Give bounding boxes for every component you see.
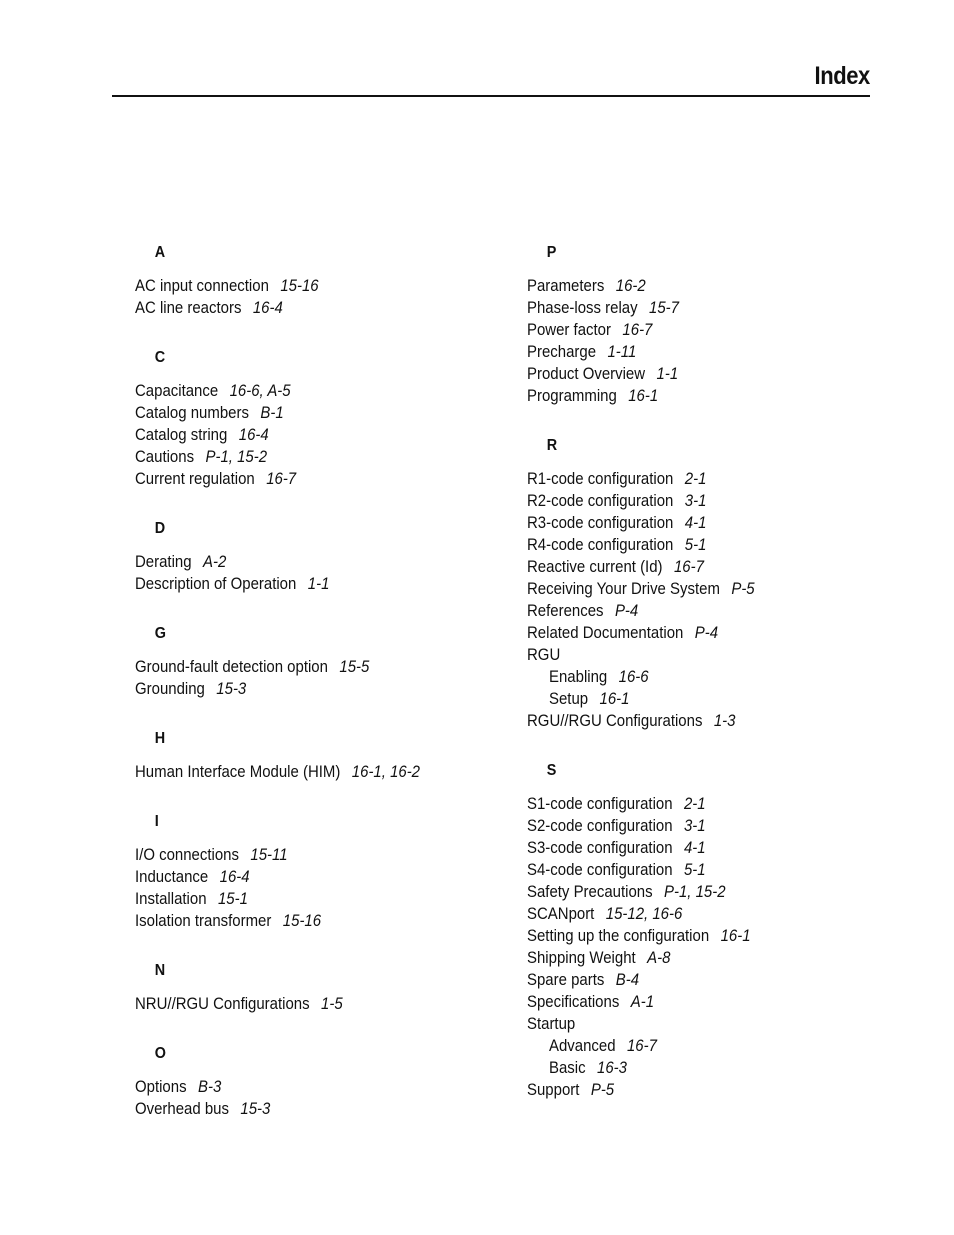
entry-term: Product Overview (527, 364, 646, 383)
index-entry (527, 275, 861, 297)
index-entry (527, 710, 861, 732)
index-section-d (135, 518, 515, 595)
entry-page-refs[interactable]: 15-5 (339, 657, 370, 676)
entry-page-refs[interactable]: 16-6, A-5 (229, 381, 291, 400)
index-entry (135, 297, 469, 319)
entry-page-refs[interactable]: P-5 (731, 579, 755, 598)
section-letter: H (154, 730, 166, 747)
entry-term: Overhead bus (135, 1099, 229, 1118)
entry-term: Ground-fault detection option (135, 657, 328, 676)
index-entry (527, 363, 861, 385)
entry-term: Startup (527, 1014, 576, 1033)
index-entry (135, 866, 469, 888)
entry-page-refs[interactable]: 4-1 (683, 838, 706, 857)
entry-page-refs[interactable]: A-1 (630, 992, 655, 1011)
entry-term: RGU//RGU Configurations (527, 711, 703, 730)
entry-page-refs[interactable]: 16-4 (252, 298, 283, 317)
entry-page-refs[interactable]: 4-1 (684, 513, 707, 532)
index-section-h (135, 728, 515, 783)
index-entry (527, 815, 861, 837)
entry-page-refs[interactable]: 15-1 (217, 889, 248, 908)
entry-term: AC input connection (135, 276, 269, 295)
entry-page-refs[interactable]: B-1 (260, 403, 284, 422)
index-section-g (135, 623, 515, 700)
index-entry (135, 678, 469, 700)
index-entry (135, 910, 469, 932)
entry-page-refs[interactable]: 16-1 (628, 386, 659, 405)
index-entry (527, 644, 861, 666)
entry-term: Derating (135, 552, 192, 571)
entry-term: Related Documentation (527, 623, 684, 642)
index-entry (135, 424, 469, 446)
entry-term: AC line reactors (135, 298, 242, 317)
index-entry (527, 385, 861, 407)
index-entry (527, 490, 861, 512)
index-entry (527, 969, 861, 991)
entry-term: S1-code configuration (527, 794, 673, 813)
entry-term: Basic (549, 1058, 586, 1077)
entry-term: Isolation transformer (135, 911, 272, 930)
entry-term: Options (135, 1077, 187, 1096)
index-section-r (527, 435, 907, 732)
index-entry (135, 888, 469, 910)
entry-term: Capacitance (135, 381, 219, 400)
entry-term: R2-code configuration (527, 491, 674, 510)
entry-term: Grounding (135, 679, 205, 698)
index-entry (527, 925, 861, 947)
entry-term: I/O connections (135, 845, 239, 864)
entry-term: Description of Operation (135, 574, 297, 593)
entry-term: S3-code configuration (527, 838, 673, 857)
entry-term: Specifications (527, 992, 620, 1011)
index-entry (135, 380, 469, 402)
entry-page-refs[interactable]: P-1, 15-2 (664, 882, 726, 901)
index-entry (527, 1013, 861, 1035)
section-letter: P (546, 244, 557, 261)
index-entry (527, 903, 861, 925)
entry-term: Support (527, 1080, 580, 1099)
entry-page-refs[interactable]: P-4 (694, 623, 719, 642)
index-entry (135, 573, 469, 595)
entry-term: Catalog numbers (135, 403, 249, 422)
entry-term: Phase-loss relay (527, 298, 638, 317)
entry-term: Programming (527, 386, 617, 405)
section-letter: G (154, 625, 167, 642)
entry-term: R3-code configuration (527, 513, 674, 532)
index-entry (527, 881, 861, 903)
section-letter: I (154, 813, 159, 830)
entry-page-refs[interactable]: 16-1, 16-2 (351, 762, 421, 781)
section-letter: O (154, 1045, 167, 1062)
section-letter: C (154, 349, 166, 366)
entry-page-refs[interactable]: 15-16 (282, 911, 322, 930)
entry-term: Receiving Your Drive System (527, 579, 720, 598)
entry-page-refs[interactable]: 15-12, 16-6 (605, 904, 683, 923)
entry-page-refs[interactable]: 3-1 (684, 491, 707, 510)
index-entry (135, 656, 469, 678)
entry-term: References (527, 601, 604, 620)
entry-term: SCANport (527, 904, 595, 923)
entry-page-refs[interactable]: 15-16 (280, 276, 319, 295)
entry-term: Enabling (549, 667, 608, 686)
entry-term: Precharge (527, 342, 597, 361)
entry-page-refs[interactable]: 1-1 (656, 364, 679, 383)
index-entry (527, 837, 861, 859)
entry-page-refs[interactable]: A-8 (647, 948, 671, 967)
index-entry (527, 859, 861, 881)
index-entry (527, 297, 861, 319)
section-letter: D (154, 520, 166, 537)
entry-term: R1-code configuration (527, 469, 674, 488)
entry-page-refs[interactable]: 1-11 (607, 342, 637, 361)
index-section-s (527, 760, 907, 1101)
entry-page-refs[interactable]: 16-2 (615, 276, 646, 295)
index-subentry (527, 1035, 861, 1057)
index-entry (527, 556, 861, 578)
entry-page-refs[interactable]: 1-1 (307, 574, 330, 593)
index-entry (527, 319, 861, 341)
index-subentry (527, 666, 861, 688)
index-entry (527, 534, 861, 556)
index-entry (135, 402, 469, 424)
index-column-right (527, 242, 907, 1129)
entry-page-refs[interactable]: 16-1 (720, 926, 751, 945)
entry-term: Shipping Weight (527, 948, 636, 967)
entry-page-refs[interactable]: 16-7 (622, 320, 653, 339)
entry-page-refs[interactable]: 15-3 (216, 679, 247, 698)
entry-page-refs[interactable]: 15-11 (250, 845, 288, 864)
entry-term: Inductance (135, 867, 209, 886)
index-section-a (135, 242, 515, 319)
entry-page-refs[interactable]: P-5 (590, 1080, 615, 1099)
index-section-p (527, 242, 907, 407)
index-entry (527, 622, 861, 644)
index-entry (527, 512, 861, 534)
entry-page-refs[interactable]: 1-3 (713, 711, 736, 730)
index-subentry (527, 1057, 861, 1079)
entry-term: Advanced (549, 1036, 616, 1055)
entry-page-refs[interactable]: 15-3 (240, 1099, 271, 1118)
entry-page-refs[interactable]: B-4 (615, 970, 640, 989)
entry-term: S2-code configuration (527, 816, 673, 835)
entry-page-refs[interactable]: 16-4 (219, 867, 250, 886)
entry-page-refs[interactable]: P-4 (614, 601, 639, 620)
index-entry (527, 1079, 861, 1101)
index-entry (135, 844, 469, 866)
entry-page-refs[interactable]: P-1, 15-2 (205, 447, 268, 466)
index-entry (135, 1076, 469, 1098)
entry-page-refs[interactable]: 16-6 (618, 667, 649, 686)
entry-term: Setting up the configuration (527, 926, 710, 945)
index-entry (135, 551, 469, 573)
index-entry (135, 761, 469, 783)
index-entry (135, 275, 469, 297)
header-divider (112, 95, 870, 97)
index-entry (135, 1098, 469, 1120)
entry-term: Power factor (527, 320, 611, 339)
entry-term: Setup (549, 689, 589, 708)
entry-page-refs[interactable]: 16-3 (597, 1058, 627, 1077)
entry-page-refs[interactable]: 15-7 (649, 298, 679, 317)
entry-term: R4-code configuration (527, 535, 674, 554)
entry-page-refs[interactable]: A-2 (202, 552, 227, 571)
entry-term: Safety Precautions (527, 882, 653, 901)
index-entry (527, 991, 861, 1013)
section-letter: S (546, 762, 557, 779)
entry-page-refs[interactable]: 16-4 (238, 425, 269, 444)
entry-page-refs[interactable]: 16-7 (626, 1036, 657, 1055)
entry-page-refs[interactable]: 3-1 (683, 816, 706, 835)
entry-term: Human Interface Module (HIM) (135, 762, 341, 781)
entry-term: NRU//RGU Configurations (135, 994, 310, 1013)
index-entry (135, 468, 469, 490)
entry-page-refs[interactable]: 2-1 (684, 469, 707, 488)
entry-page-refs[interactable]: 5-1 (684, 535, 707, 554)
entry-term: Catalog string (135, 425, 228, 444)
entry-page-refs[interactable]: B-3 (198, 1077, 222, 1096)
index-entry (527, 578, 861, 600)
index-section-n (135, 960, 515, 1015)
entry-term: RGU (527, 645, 561, 664)
index-column-left (135, 242, 515, 1148)
entry-page-refs[interactable]: 16-1 (599, 689, 630, 708)
entry-page-refs[interactable]: 5-1 (683, 860, 706, 879)
entry-page-refs[interactable]: 2-1 (683, 794, 706, 813)
entry-page-refs[interactable]: 16-7 (673, 557, 704, 576)
entry-page-refs[interactable]: 16-7 (266, 469, 297, 488)
index-entry (527, 793, 861, 815)
index-entry (135, 993, 469, 1015)
section-letter: A (154, 244, 166, 261)
entry-term: Current regulation (135, 469, 255, 488)
entry-term: Parameters (527, 276, 605, 295)
index-entry (527, 468, 861, 490)
page-title: Index (814, 62, 870, 90)
index-section-o (135, 1043, 515, 1120)
index-entry (527, 600, 861, 622)
section-letter: N (154, 962, 166, 979)
index-entry (527, 947, 861, 969)
entry-term: Cautions (135, 447, 195, 466)
section-letter: R (546, 437, 558, 454)
entry-term: Installation (135, 889, 207, 908)
index-section-c (135, 347, 515, 490)
index-entry (135, 446, 469, 468)
index-section-i (135, 811, 515, 932)
entry-term: S4-code configuration (527, 860, 673, 879)
entry-page-refs[interactable]: 1-5 (321, 994, 343, 1013)
entry-term: Spare parts (527, 970, 605, 989)
index-entry (527, 341, 861, 363)
entry-term: Reactive current (Id) (527, 557, 663, 576)
index-subentry (527, 688, 861, 710)
